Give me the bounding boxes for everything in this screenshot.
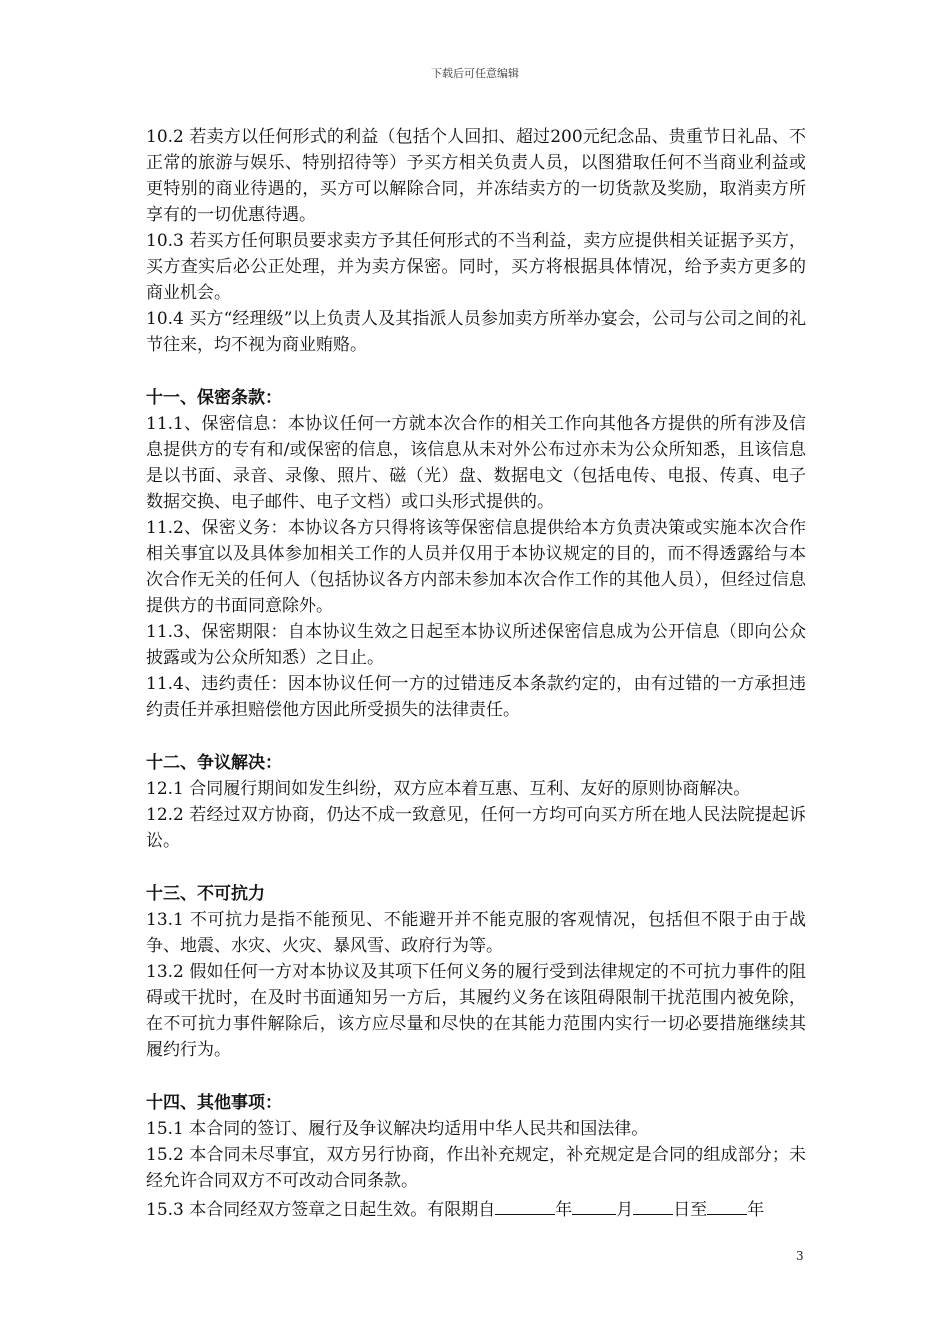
blank-start-day[interactable]: [633, 1194, 673, 1215]
blank-end-year[interactable]: [707, 1194, 747, 1215]
clause-13-2: 13.2 假如任何一方对本协议及其项下任何义务的履行受到法律规定的不可抗力事件的阻碍或干扰时，在及时书面通知另一方后，其履约义务在该阻碍限制干扰范围内被免除，在不可抗力事件解除后，该方应尽量和尽快的在其能力范围内实行一切必要措施继续其履约行为。: [146, 962, 806, 1060]
section-title-11: 十一、保密条款：: [146, 388, 282, 408]
section-gap: [146, 358, 806, 385]
clause-10-4: 10.4 买方“经理级”以上负责人及其指派人员参加卖方所举办宴会，公司与公司之间的礼节往来，均不视为商业贿赂。: [146, 309, 806, 355]
label-day-to: 日至: [673, 1200, 708, 1220]
section-title-14: 十四、其他事项：: [146, 1093, 282, 1113]
clause-10-3: 10.3 若买方任何职员要求卖方予其任何形式的不当利益，卖方应提供相关证据予买方，买方查实后必公正处理，并为卖方保密。同时，买方将根据具体情况，给予卖方更多的商业机会。: [146, 231, 806, 303]
document-body: [146, 124, 806, 1223]
section-title-12: 十二、争议解决：: [146, 753, 282, 773]
label-month: 月: [616, 1200, 634, 1220]
blank-start-month[interactable]: [572, 1194, 616, 1215]
clause-15-1: 15.1 本合同的签订、履行及争议解决均适用中华人民共和国法律。: [146, 1119, 649, 1139]
clause-11-4: 11.4、违约责任：因本协议任何一方的过错违反本条款约定的，由有过错的一方承担违约责任并承担赔偿他方因此所受损失的法律责任。: [146, 674, 806, 720]
section-gap: [146, 1063, 806, 1090]
page-number: 3: [796, 1249, 804, 1263]
section-gap: [146, 854, 806, 881]
section-gap: [146, 723, 806, 750]
section-title-13: 十三、不可抗力: [146, 884, 265, 904]
clause-11-3: 11.3、保密期限：自本协议生效之日起至本协议所述保密信息成为公开信息（即向公众披露或为公众所知悉）之日止。: [146, 622, 806, 668]
clause-15-3-lead: 15.3 本合同经双方签章之日起生效。有限期自: [146, 1200, 496, 1220]
label-year-end: 年: [747, 1200, 765, 1220]
clause-15-3: [146, 1194, 806, 1223]
clause-13-1: 13.1 不可抗力是指不能预见、不能避开并不能克服的客观情况，包括但不限于由于战争、地震、水灾、火灾、暴风雪、政府行为等。: [146, 910, 806, 956]
clause-15-2: 15.2 本合同未尽事宜，双方另行协商，作出补充规定，补充规定是合同的组成部分；未经允许合同双方不可改动合同条款。: [146, 1145, 806, 1191]
label-year: 年: [555, 1200, 573, 1220]
clause-11-1: 11.1、保密信息：本协议任何一方就本次合作的相关工作向其他各方提供的所有涉及信息提供方的专有和/或保密的信息，该信息从未对外公布过亦未为公众所知悉，且该信息是以书面、录音、录像、照片、磁（光）盘、数据电文（包括电传、电报、传真、电子数据交换、电子邮件、电子文档）或口头形式提供的。: [146, 414, 806, 512]
clause-11-2: 11.2、保密义务：本协议各方只得将该等保密信息提供给本方负责决策或实施本次合作相关事宜以及具体参加相关工作的人员并仅用于本协议规定的目的，而不得透露给与本次合作无关的任何人（包括协议各方内部未参加本次合作工作的其他人员），但经过信息提供方的书面同意除外。: [146, 518, 806, 616]
clause-12-2: 12.2 若经过双方协商，仍达不成一致意见，任何一方均可向买方所在地人民法院提起诉讼。: [146, 805, 806, 851]
clause-10-2: 10.2 若卖方以任何形式的利益（包括个人回扣、超过200元纪念品、贵重节日礼品、不正常的旅游与娱乐、特别招待等）予买方相关负责人员，以图猎取任何不当商业利益或更特别的商业待遇的，买方可以解除合同，并冻结卖方的一切货款及奖励，取消卖方所享有的一切优惠待遇。: [146, 127, 806, 225]
page-header-note: 下载后可任意编辑: [431, 67, 519, 80]
blank-start-year[interactable]: [495, 1194, 555, 1215]
clause-12-1: 12.1 合同履行期间如发生纠纷，双方应本着互惠、互利、友好的原则协商解决。: [146, 779, 751, 799]
